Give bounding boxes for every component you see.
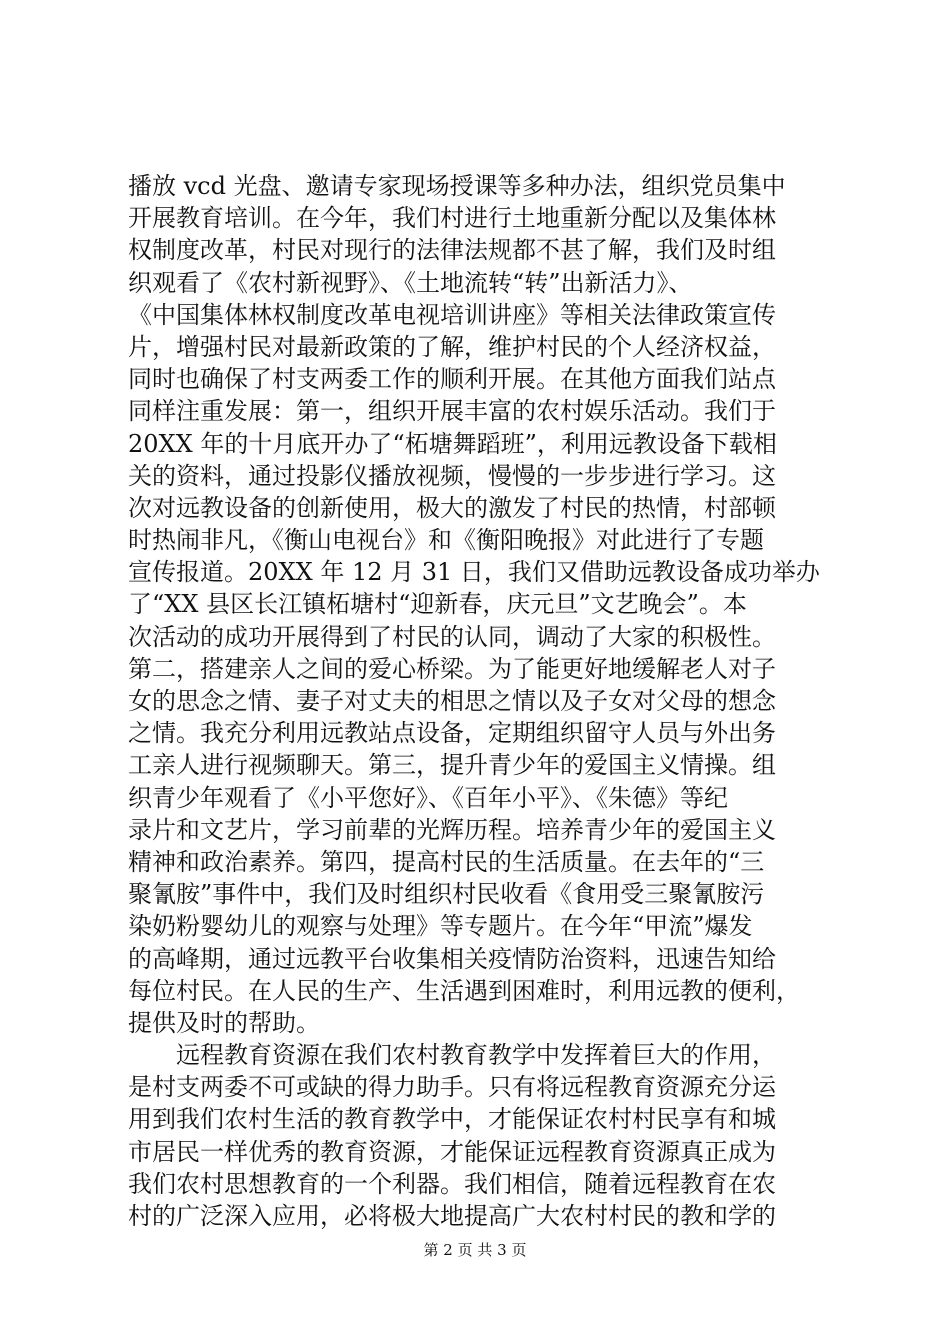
- text-line: 《中国集体林权制度改革电视培训讲座》等相关法律政策宣传: [128, 300, 776, 329]
- text-line: 远程教育资源在我们农村教育教学中发挥着巨大的作用，: [128, 1041, 776, 1070]
- text-line: 20XX 年的十月底开办了“柘塘舞蹈班”，利用远教设备下载相: [128, 429, 777, 458]
- text-line: 织观看了《农村新视野》、《土地流转“转”出新活力》、: [128, 268, 693, 297]
- text-line: 村的广泛深入应用，必将极大地提高广大农村村民的教和学的: [128, 1202, 776, 1230]
- text-line: 关的资料，通过投影仪播放视频，慢慢的一步步进行学习。这: [128, 461, 776, 490]
- text-line: 播放 vcd 光盘、邀请专家现场授课等多种办法，组织党员集中: [128, 172, 786, 200]
- text-line: 录片和文艺片，学习前辈的光辉历程。培养青少年的爱国主义: [128, 815, 776, 844]
- text-line: 是村支两委不可或缺的得力助手。只有将远程教育资源充分运: [128, 1073, 776, 1102]
- text-line: 市居民一样优秀的教育资源，才能保证远程教育资源真正成为: [128, 1137, 776, 1166]
- text-line: 同样注重发展：第一，组织开展丰富的农村娱乐活动。我们于: [128, 397, 776, 426]
- page-footer: 第 2 页 共 3 页: [423, 1241, 527, 1259]
- text-line: 片，增强村民对最新政策的了解，维护村民的个人经济权益，: [128, 332, 776, 361]
- text-line: 染奶粉婴幼儿的观察与处理》等专题片。在今年“甲流”爆发: [128, 912, 753, 941]
- text-line: 第二，搭建亲人之间的爱心桥梁。为了能更好地缓解老人对子: [128, 654, 776, 683]
- text-line: 开展教育培训。在今年，我们村进行土地重新分配以及集体林: [128, 204, 776, 233]
- text-line: 的高峰期，通过远教平台收集相关疫情防治资料，迅速告知给: [128, 944, 776, 973]
- text-line: 织青少年观看了《小平您好》、《百年小平》、《朱德》等纪: [128, 783, 728, 812]
- text-line: 宣传报道。20XX 年 12 月 31 日，我们又借助远教设备成功举办: [128, 558, 820, 587]
- text-line: 了“XX 县区长江镇柘塘村“迎新春，庆元旦”文艺晚会”。本: [128, 590, 747, 619]
- text-line: 权制度改革，村民对现行的法律法规都不甚了解，我们及时组: [128, 236, 776, 265]
- text-line: 我们农村思想教育的一个利器。我们相信，随着远程教育在农: [128, 1169, 776, 1198]
- text-line: 次对远教设备的创新使用，极大的激发了村民的热情，村部顿: [128, 493, 776, 522]
- text-line: 之情。我充分利用远教站点设备，定期组织留守人员与外出务: [128, 719, 776, 748]
- text-line: 女的思念之情、妻子对丈夫的相思之情以及子女对父母的想念: [128, 687, 776, 715]
- text-line: 同时也确保了村支两委工作的顺利开展。在其他方面我们站点: [128, 365, 776, 394]
- text-line: 用到我们农村生活的教育教学中，才能保证农村村民享有和城: [128, 1105, 776, 1134]
- text-line: 时热闹非凡，《衡山电视台》和《衡阳晚报》对此进行了专题: [128, 526, 764, 555]
- text-line: 次活动的成功开展得到了村民的认同，调动了大家的积极性。: [128, 622, 776, 651]
- text-line: 提供及时的帮助。: [128, 1008, 320, 1037]
- text-line: 精神和政治素养。第四，提高村民的生活质量。在去年的“三: [128, 847, 765, 876]
- body-text: [128, 170, 842, 1232]
- text-line: 每位村民。在人民的生产、生活遇到困难时，利用远教的便利，: [128, 976, 800, 1005]
- text-line: 聚氰胺”事件中，我们及时组织村民收看《食用受三聚氰胺污: [128, 880, 765, 909]
- text-line: 工亲人进行视频聊天。第三，提升青少年的爱国主义情操。组: [128, 751, 776, 780]
